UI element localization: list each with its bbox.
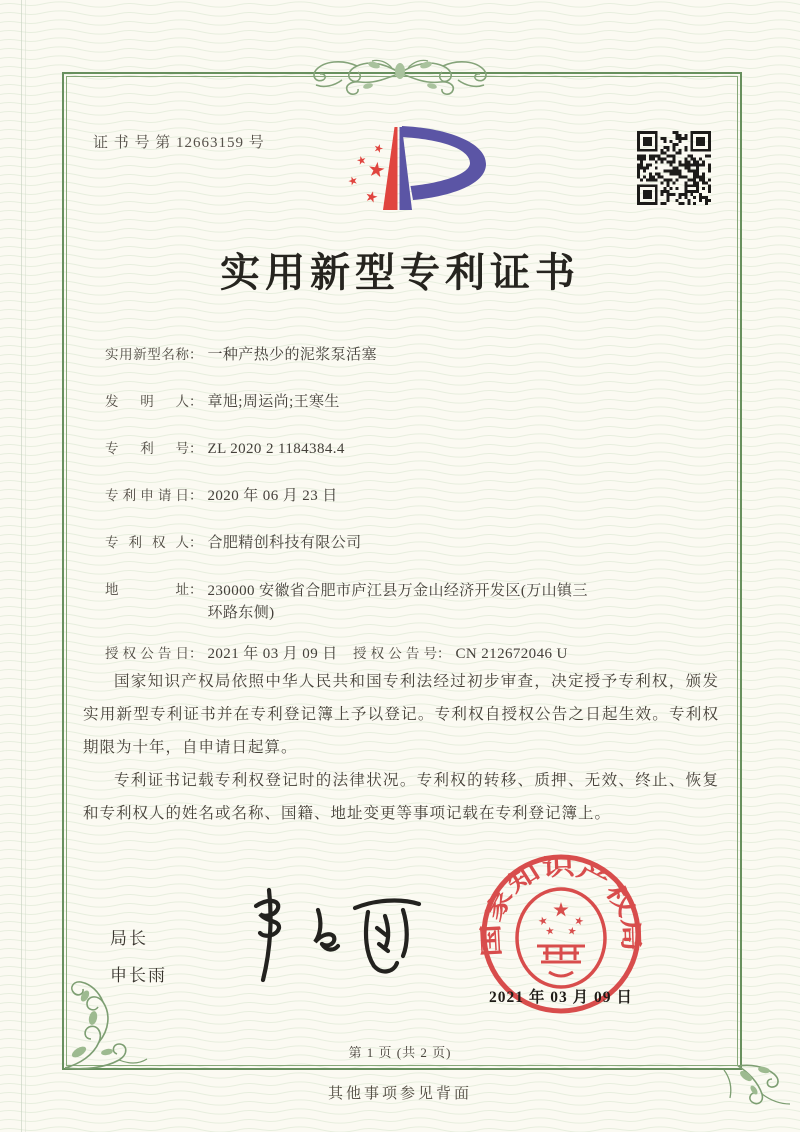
signer-block [110,920,167,994]
field-value: 2020 年 06 月 23 日 [207,488,338,504]
national-emblem-icon [517,889,605,987]
grant-date-pair [105,644,353,664]
field-colon: ： [189,488,203,503]
legal-paragraph-1: 国家知识产权局依照中华人民共和国专利法经过初步审查，决定授予专利权，颁发实用新型专利证书并在专利登记簿上予以登记。专利权自授权公告之日起生效。专利权期限为十年，自申请日起算。 [83,673,719,756]
legal-paragraph-2: 专利证书记载专利权登记时的法律状况。专利权的转移、质押、无效、终止、恢复和专利权人的姓名或名称、国籍、地址变更等事项记载在专利登记簿上。 [83,772,719,822]
field-colon: ： [189,582,203,597]
field-row-address [105,580,715,624]
field-colon: ： [189,646,203,661]
certificate-title: 实用新型专利证书 [220,250,580,295]
field-row-inventor [105,392,715,412]
field-label: 专利号 [105,441,189,456]
field-label: 地址 [105,582,189,597]
field-colon: ： [189,441,203,456]
seal-date: 2021 年 03 月 09 日 [489,989,633,1006]
field-label: 授权公告号 [353,646,437,661]
commissioner-signature [222,882,432,990]
certificate-number: 证 书 号 第 12663159 号 [93,135,265,151]
field-label: 发明人 [105,394,189,409]
field-value: ZL 2020 2 1184384.4 [207,441,345,457]
field-row-patent-no [105,439,715,459]
field-colon: ： [189,347,203,362]
scan-edge-line-2 [25,0,26,1132]
field-colon: ： [437,646,451,661]
legal-text [83,665,719,830]
field-value: CN 212672046 U [455,646,568,662]
qr-code-icon [637,131,711,205]
signer-name: 申长雨 [110,966,167,985]
field-colon: ： [189,394,203,409]
field-label: 专利权人 [105,535,189,550]
field-row-patentee [105,533,715,553]
field-label: 专利申请日 [105,488,189,503]
field-label: 授权公告日 [105,646,189,661]
field-colon: ： [189,535,203,550]
certificate-fields [105,345,715,691]
top-border-ornament-icon [280,44,520,102]
field-label: 实用新型名称 [105,347,189,362]
scan-edge-line [21,0,22,1132]
cnipa-logo-icon [338,118,498,222]
grant-number-pair [353,644,568,664]
seal-text: 国家知识产权局 [478,854,644,958]
field-value: 一种产热少的泥浆泵活塞 [207,347,377,363]
field-value: 230000 安徽省合肥市庐江县万金山经济开发区(万山镇三环路东侧) [207,583,588,621]
field-value: 2021 年 03 月 09 日 [207,646,338,662]
field-row-filing-date [105,486,715,506]
field-row-name [105,345,715,365]
field-value: 章旭;周运尚;王寒生 [207,394,340,410]
field-value: 合肥精创科技有限公司 [207,535,362,551]
page-number: 第 1 页 (共 2 页) [348,1045,452,1060]
back-side-note: 其他事项参见背面 [327,1086,472,1102]
signer-title: 局长 [110,929,148,948]
field-row-grant [105,644,715,664]
